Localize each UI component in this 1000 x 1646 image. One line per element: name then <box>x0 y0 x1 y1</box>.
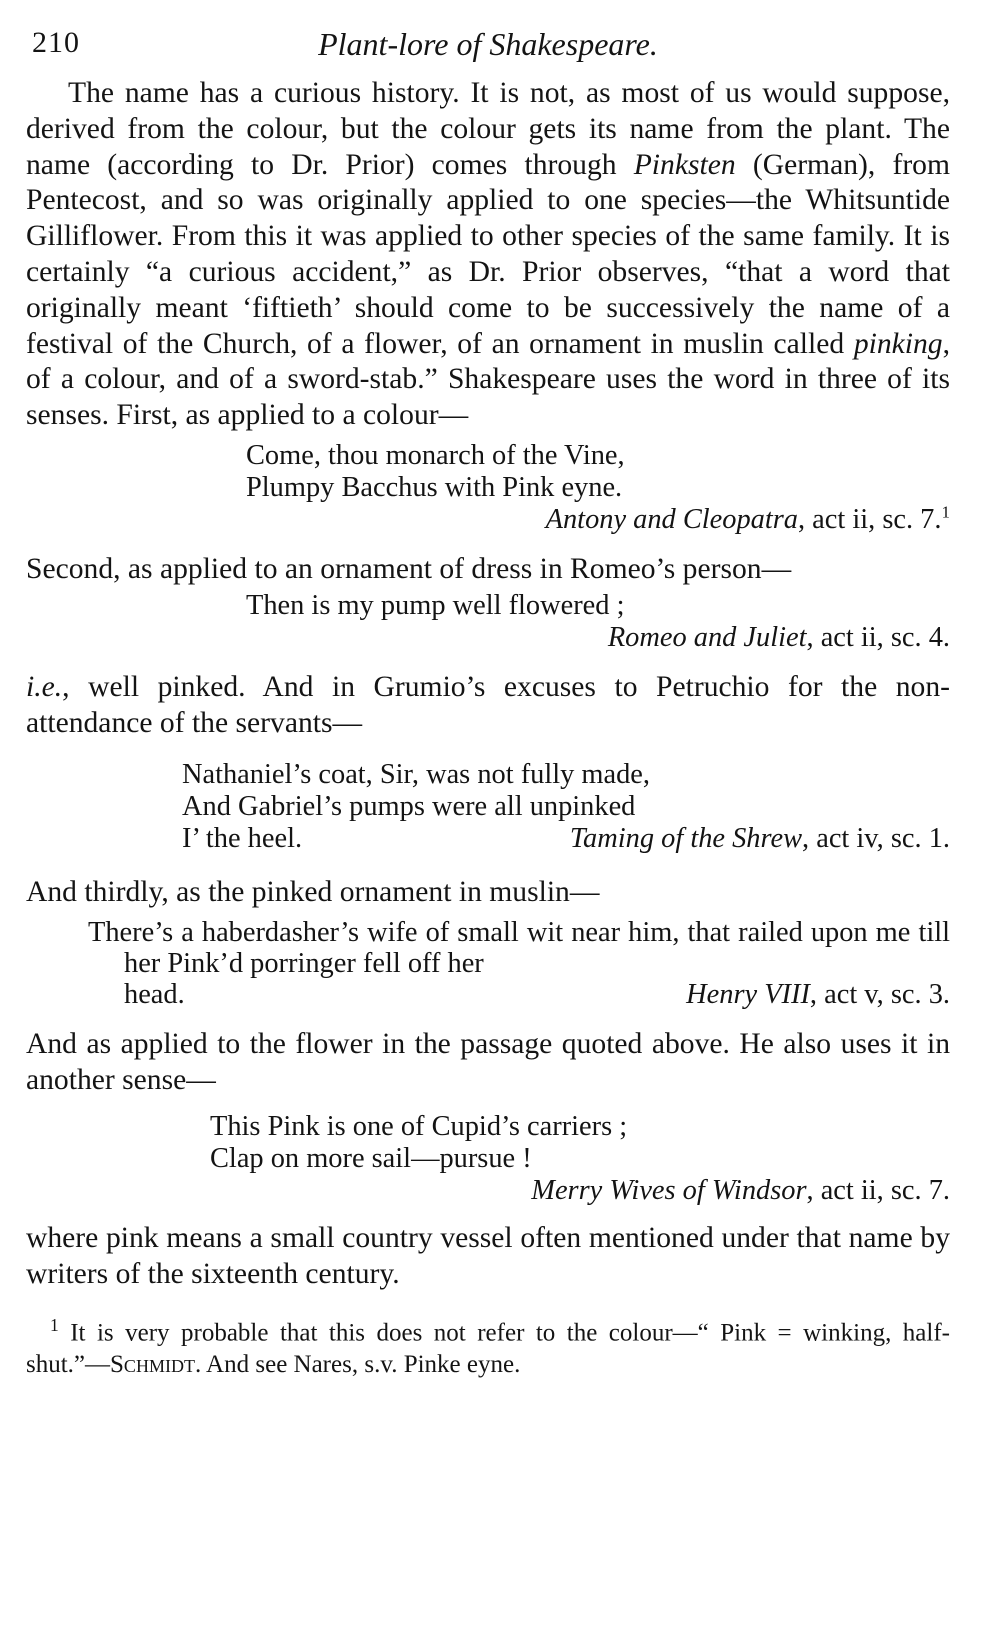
citation: Romeo and Juliet, act ii, sc. 4. <box>607 621 950 653</box>
term-pinksten: Pinksten <box>633 148 736 181</box>
page-header <box>26 26 950 76</box>
quote-romeo <box>26 590 950 654</box>
quote-antony <box>26 440 950 536</box>
book-page <box>26 26 950 1380</box>
quote-henry <box>26 917 950 1011</box>
running-title: Plant-lore of Shakespeare. <box>318 26 658 62</box>
verse-line: Clap on more sail—pursue ! <box>210 1142 532 1174</box>
citation: Henry VIII, act v, sc. 3. <box>686 979 950 1011</box>
verse-line: Then is my pump well flowered ; <box>246 589 625 621</box>
quote-merry-wives <box>26 1111 950 1207</box>
paragraph-thirdly: And thirdly, as the pinked ornament in muslin— <box>26 876 600 909</box>
verse-line: Plumpy Bacchus with Pink eyne. <box>246 471 623 503</box>
paragraph-vessel: where pink means a small country vessel often mentioned under that name by writers of the sixteenth century. <box>26 1221 950 1290</box>
verse-line: And Gabriel’s pumps were all unpinked <box>182 791 636 823</box>
verse-line: Come, thou monarch of the Vine, <box>246 439 625 471</box>
verse-line: head. <box>124 979 185 1011</box>
term-pinking: pinking <box>853 327 943 360</box>
footnote-marker: 1 <box>50 1315 59 1336</box>
author-schmidt: Schmidt <box>110 1350 195 1378</box>
prose-quote: There’s a haberdasher’s wife of small wit near him, that railed upon me till her Pink’d porringer fell off her <box>88 917 950 980</box>
verse-line: I’ the heel. <box>182 823 303 855</box>
footnote-marker: 1 <box>941 502 950 522</box>
paragraph-flower: And as applied to the flower in the passage quoted above. He also uses it in another sense— <box>26 1028 950 1096</box>
verse-line: Nathaniel’s coat, Sir, was not fully made, <box>182 759 650 791</box>
verse-line-with-citation <box>88 979 950 1011</box>
footnote: $^1$ It is very probable that this does not refer to the colour—“ Pink = winking, half-shut.”—Schmidt. And see Nares, s.v. Pinke eyne. <box>26 1315 950 1378</box>
page-number: 210 <box>32 26 80 59</box>
paragraph-second: Second, as applied to an ornament of dress in Romeo’s person— <box>26 552 792 585</box>
citation: Antony and Cleopatra, act ii, sc. 7.$^1$ <box>545 502 950 535</box>
verse-line-with-citation <box>26 823 950 855</box>
paragraph-grumio: i.e., well pinked. And in Grumio’s excuses to Petruchio for the non-attendance of the servants— <box>26 670 950 739</box>
citation: Merry Wives of Windsor, act ii, sc. 7. <box>531 1174 950 1206</box>
verse-line: This Pink is one of Cupid’s carriers ; <box>210 1110 628 1142</box>
quote-shrew <box>26 759 950 855</box>
paragraph-history: The name has a curious history. It is not, as most of us would suppose, derived from the colour, but the colour gets its name from the plant. The name (according to Dr. Prior) comes through Pinksten (German), from Pentecost, and so was originally applied to one species—the Whitsuntide Gilliflower. From this it was applied to other species of the same family. It is certainly “a curious accident,” as Dr. Prior observes, “that a word that originally meant ‘fiftieth’ should come to be successively the name of a festival of the Church, of a flower, of an ornament in muslin called pinking, of a colour, and of a sword-stab.” Shakespeare uses the word in three of its senses. First, as applied to a colour— <box>26 77 950 432</box>
citation: Taming of the Shrew, act iv, sc. 1. <box>569 823 950 855</box>
